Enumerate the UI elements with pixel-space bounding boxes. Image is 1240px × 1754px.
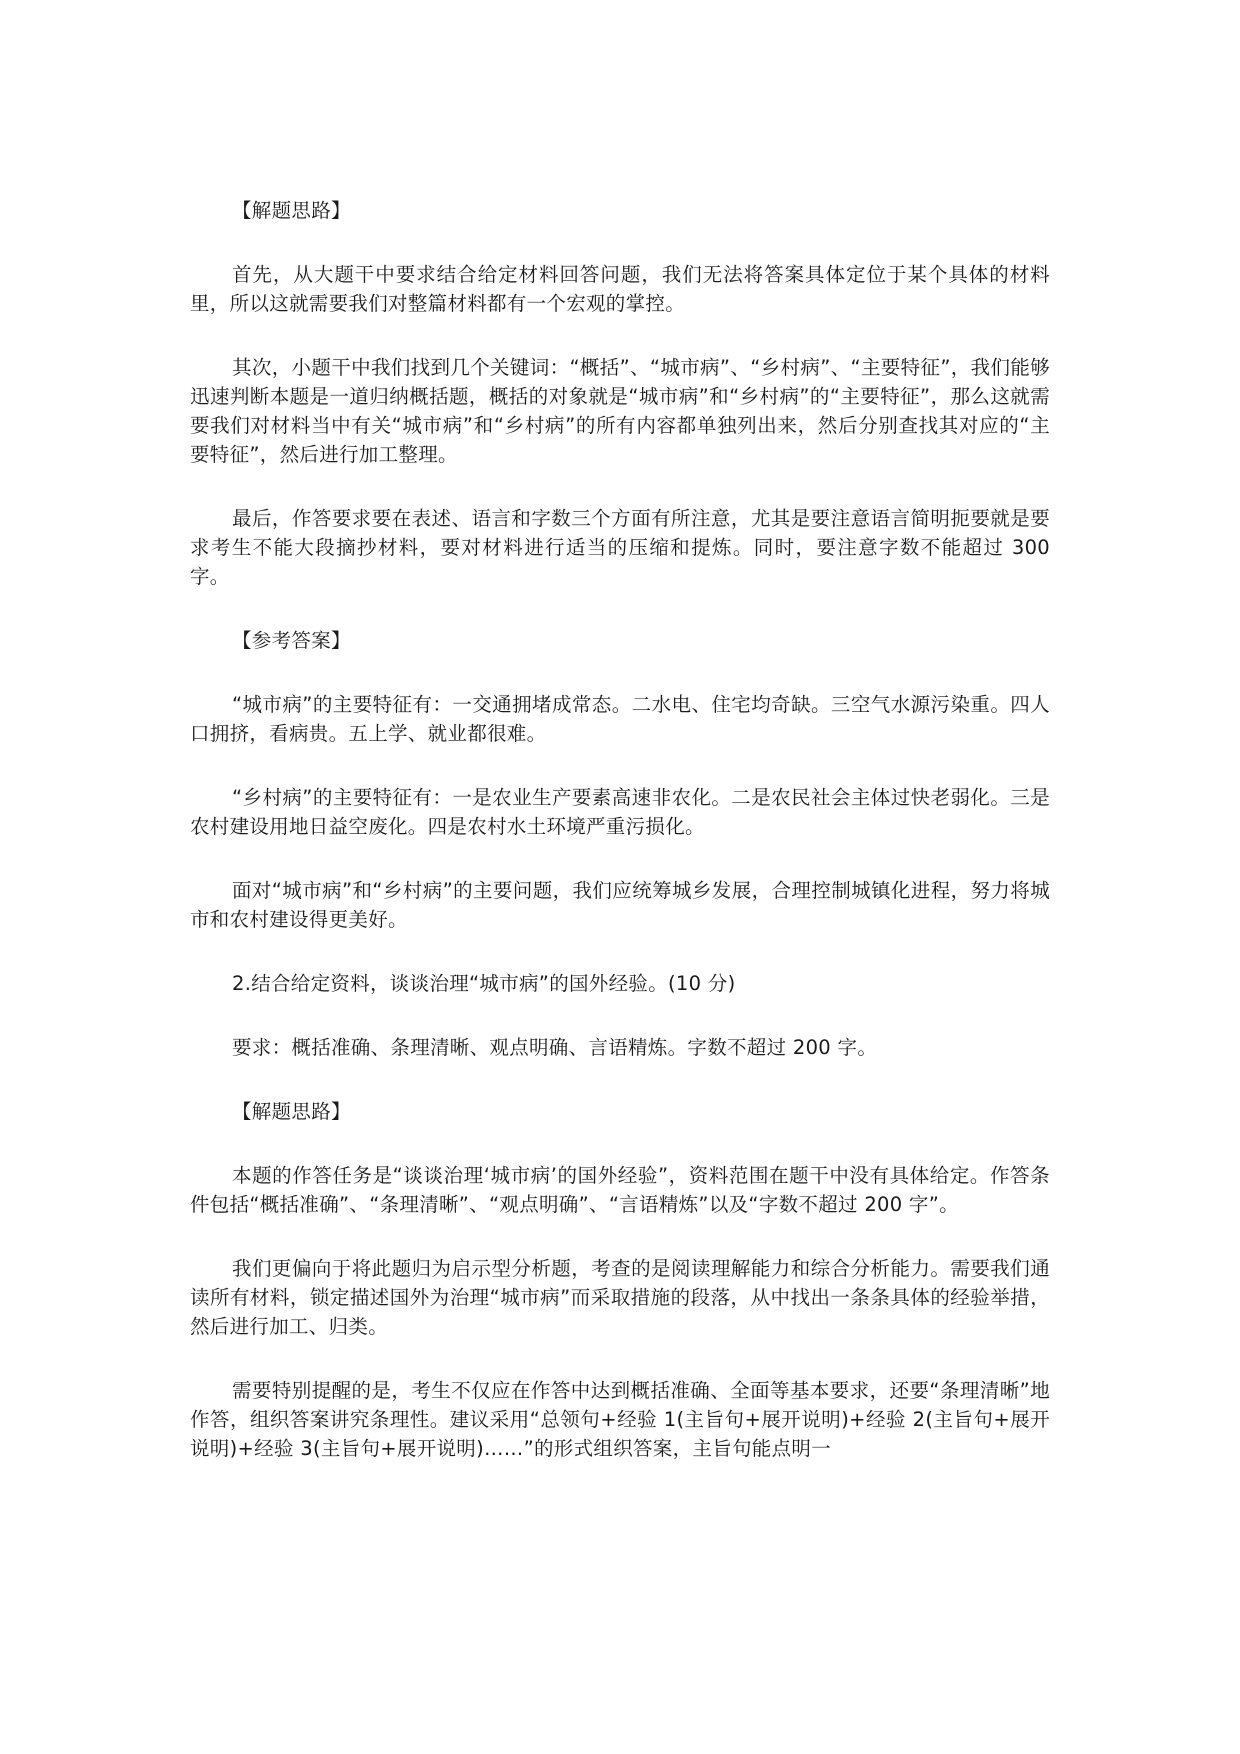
paragraph: 首先，从大题干中要求结合给定材料回答问题，我们无法将答案具体定位于某个具体的材料里，所以这就需要我们对整篇材料都有一个宏观的掌控。 — [190, 263, 1050, 315]
paragraph: 需要特别提醒的是，考生不仅应在作答中达到概括准确、全面等基本要求，还要“条理清晰”地作答，组织答案讲究条理性。建议采用“总领句+经验 1(主旨句+展开说明)+经验 2(主旨句+展开说明)+经验 3(主旨句+展开说明)……”的形式组织答案，主旨句能点明一 — [190, 1379, 1051, 1460]
section-heading-approach: 【解题思路】 — [232, 1100, 351, 1123]
paragraph: 本题的作答任务是“谈谈治理‘城市病’的国外经验”，资料范围在题干中没有具体给定。作答条件包括“概括准确”、“条理清晰”、“观点明确”、“言语精炼”以及“字数不超过 200 字”。 — [190, 1164, 1050, 1216]
section-heading-answer: 【参考答案】 — [232, 629, 351, 652]
document-page — [190, 196, 1050, 1498]
paragraph: 我们更偏向于将此题归为启示型分析题，考查的是阅读理解能力和综合分析能力。需要我们通读所有材料，锁定描述国外为治理“城市病”而采取措施的段落，从中找出一条条具体的经验举措，然后进行加工、归类。 — [190, 1257, 1050, 1338]
paragraph: 最后，作答要求要在表述、语言和字数三个方面有所注意，尤其是要注意语言简明扼要就是要求考生不能大段摘抄材料，要对材料进行适当的压缩和提炼。同时，要注意字数不能超过 300 字。 — [190, 507, 1050, 588]
paragraph: “乡村病”的主要特征有：一是农业生产要素高速非农化。二是农民社会主体过快老弱化。三是农村建设用地日益空废化。四是农村水土环境严重污损化。 — [190, 786, 1050, 838]
paragraph: 面对“城市病”和“乡村病”的主要问题，我们应统筹城乡发展，合理控制城镇化进程，努力将城市和农村建设得更美好。 — [190, 879, 1050, 931]
question-requirements: 要求：概括准确、条理清晰、观点明确、言语精炼。字数不超过 200 字。 — [232, 1036, 878, 1059]
question-title: 2.结合给定资料，谈谈治理“城市病”的国外经验。(10 分) — [232, 972, 736, 995]
section-heading-approach: 【解题思路】 — [232, 199, 351, 222]
paragraph: 其次，小题干中我们找到几个关键词：“概括”、“城市病”、“乡村病”、“主要特征”，我们能够迅速判断本题是一道归纳概括题，概括的对象就是“城市病”和“乡村病”的“主要特征”，那么这就需要我们对材料当中有关“城市病”和“乡村病”的所有内容都单独列出来，然后分别查找其对应的“主要特征”，然后进行加工整理。 — [190, 356, 1050, 466]
paragraph: “城市病”的主要特征有：一交通拥堵成常态。二水电、住宅均奇缺。三空气水源污染重。四人口拥挤，看病贵。五上学、就业都很难。 — [190, 693, 1050, 745]
